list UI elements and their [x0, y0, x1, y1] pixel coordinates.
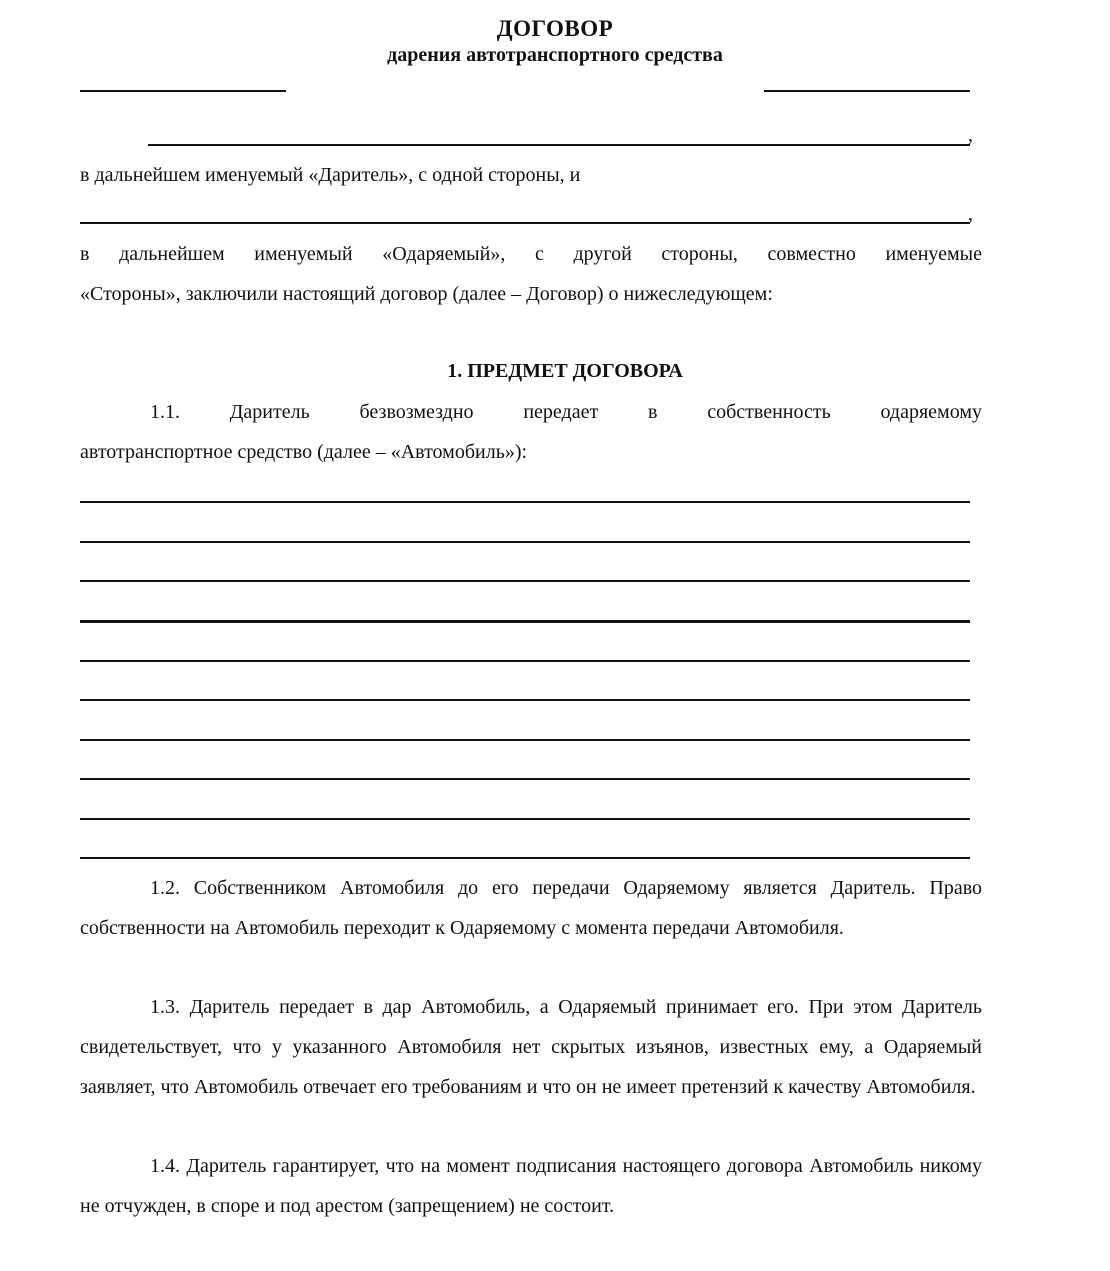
recipient-label-line2: «Стороны», заключили настоящий договор (далее – Договор) о нижеследующем:: [80, 283, 773, 305]
vehicle-description-line[interactable]: [80, 620, 970, 623]
donor-blank-comma: ,: [968, 124, 973, 146]
section-1-heading: 1. ПРЕДМЕТ ДОГОВОРА: [447, 360, 683, 382]
recipient-label-line1: в дальнейшем именуемый «Одаряемый», с другой стороны, совместно именуемые: [80, 243, 982, 265]
vehicle-description-line[interactable]: [80, 739, 970, 741]
clause-1-3: [80, 987, 982, 1107]
document-subtitle: дарения автотранспортного средства: [387, 44, 723, 66]
document-title: ДОГОВОР: [496, 16, 614, 41]
recipient-name-blank-line[interactable]: [80, 222, 970, 224]
vehicle-description-line[interactable]: [80, 818, 970, 820]
vehicle-description-line[interactable]: [80, 857, 970, 859]
date-blank-line[interactable]: [764, 90, 970, 92]
vehicle-description-line[interactable]: [80, 660, 970, 662]
clause-1-1-line2: автотранспортное средство (далее – «Автомобиль»):: [80, 441, 528, 463]
donor-label: в дальнейшем именуемый «Даритель», с одной стороны, и: [80, 164, 581, 186]
donor-name-blank-line[interactable]: [148, 144, 970, 146]
clause-1-2-text: 1.2. Собственником Автомобиля до его передачи Одаряемому является Даритель. Право собственности на Автомобиль переходит к Одаряемому с момента передачи Автомобиля.: [80, 877, 982, 939]
place-blank-line[interactable]: [80, 90, 286, 92]
vehicle-description-line[interactable]: [80, 580, 970, 582]
clause-1-2: [80, 868, 982, 948]
vehicle-description-line[interactable]: [80, 699, 970, 701]
clause-1-3-text: 1.3. Даритель передает в дар Автомобиль, а Одаряемый принимает его. При этом Даритель свидетельствует, что у указанного Автомобиля нет скрытых изъянов, известных ему, а Одаряемый заявляет, что Автомобиль отвечает его требованиям и что он не имеет претензий к качеству Автомобиля.: [80, 996, 982, 1098]
vehicle-description-line[interactable]: [80, 778, 970, 780]
clause-1-1-line1: 1.1. Даритель безвозмездно передает в собственность одаряемому: [150, 401, 982, 423]
vehicle-description-line[interactable]: [80, 501, 970, 503]
clause-1-4-text: 1.4. Даритель гарантирует, что на момент подписания настоящего договора Автомобиль никому не отчужден, в споре и под арестом (запрещением) не состоит.: [80, 1155, 982, 1217]
clause-1-4: [80, 1146, 982, 1226]
recipient-blank-comma: ,: [968, 203, 973, 225]
vehicle-description-line[interactable]: [80, 541, 970, 543]
